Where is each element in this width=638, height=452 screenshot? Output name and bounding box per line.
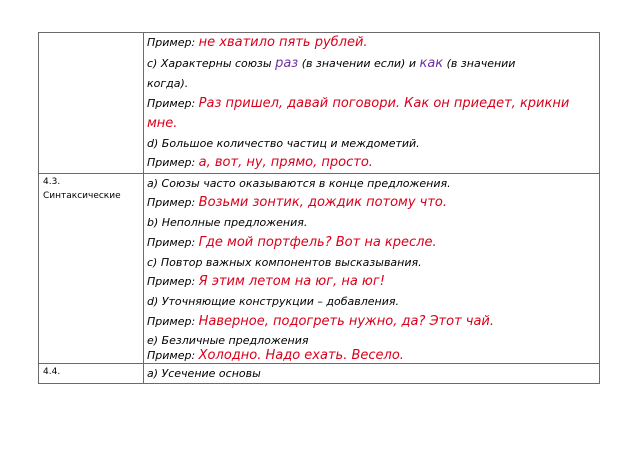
example-line: Пример: а, вот, ну, прямо, просто. bbox=[147, 155, 373, 170]
example-line: Пример: Возьми зонтик, дождик потому что. bbox=[147, 195, 448, 210]
rule-line: a) Союзы часто оказываются в конце предложения. bbox=[147, 177, 451, 190]
example-line: Пример: Где мой портфель? Вот на кресле. bbox=[147, 235, 437, 250]
row-number: 4.3. bbox=[43, 177, 61, 187]
example-line: Пример: Наверное, подогреть нужно, да? Этот чай. bbox=[147, 314, 495, 329]
rule-line: b) Неполные предложения. bbox=[147, 216, 308, 229]
example-line: Пример: Холодно. Надо ехать. Весело. bbox=[147, 348, 404, 363]
row-divider bbox=[39, 173, 599, 174]
example-line: Пример: не хватило пять рублей. bbox=[147, 35, 368, 50]
rule-line: с) Повтор важных компонентов высказывания. bbox=[147, 256, 422, 269]
example-line: Пример: Я этим летом на юг, на юг! bbox=[147, 274, 385, 289]
rule-line: d) Уточняющие конструкции – добавления. bbox=[147, 295, 399, 308]
example-line: Пример: Раз пришел, давай поговори. Как он приедет, крикни bbox=[147, 96, 570, 111]
row-number: 4.4. bbox=[43, 367, 61, 377]
row-category-name: Синтаксические bbox=[43, 191, 121, 201]
rule-line: с) Характерны союзы раз (в значении если) и как (в значении bbox=[147, 56, 516, 71]
column-divider bbox=[143, 33, 144, 383]
example-line: мне. bbox=[147, 116, 178, 131]
rule-line: когда). bbox=[147, 77, 189, 90]
rule-line: е) Безличные предложения bbox=[147, 334, 309, 347]
rule-line: d) Большое количество частиц и междометий. bbox=[147, 137, 420, 150]
rule-line: a) Усечение основы bbox=[147, 367, 261, 380]
content-table bbox=[38, 32, 600, 384]
